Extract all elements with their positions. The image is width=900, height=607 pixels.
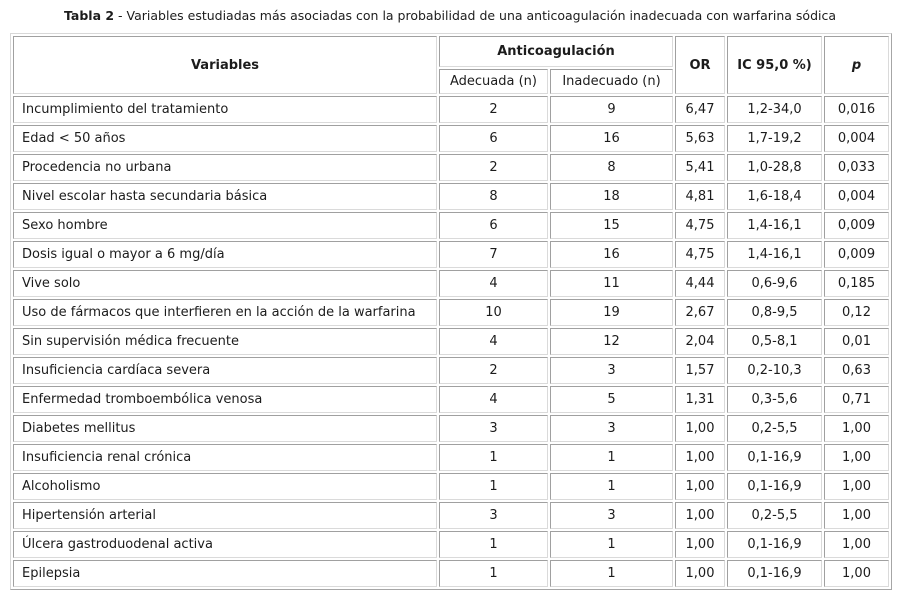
variable-cell: Úlcera gastroduodenal activa <box>13 531 437 558</box>
variable-cell: Insuficiencia cardíaca severa <box>13 357 437 384</box>
ic-cell: 0,1-16,9 <box>727 531 822 558</box>
variable-cell: Epilepsia <box>13 560 437 587</box>
ic-cell: 1,4-16,1 <box>727 212 822 239</box>
variables-table <box>10 33 892 590</box>
table-caption-text: - Variables estudiadas más asociadas con la probabilidad de una anticoagulación inadecuada con warfarina sódica <box>118 8 837 23</box>
ic-cell: 0,2-5,5 <box>727 415 822 442</box>
p-cell: 1,00 <box>824 502 889 529</box>
ic-cell: 0,8-9,5 <box>727 299 822 326</box>
table-row <box>13 212 889 239</box>
adecuada-cell: 1 <box>439 444 548 471</box>
p-cell: 0,009 <box>824 241 889 268</box>
or-cell: 4,75 <box>675 241 725 268</box>
p-cell: 1,00 <box>824 560 889 587</box>
table-row <box>13 560 889 587</box>
adecuada-cell: 4 <box>439 386 548 413</box>
table-row <box>13 473 889 500</box>
ic-cell: 0,5-8,1 <box>727 328 822 355</box>
ic-cell: 0,1-16,9 <box>727 444 822 471</box>
header-variables: Variables <box>13 36 437 94</box>
inadecuado-cell: 11 <box>550 270 673 297</box>
variable-cell: Nivel escolar hasta secundaria básica <box>13 183 437 210</box>
inadecuado-cell: 19 <box>550 299 673 326</box>
or-cell: 1,00 <box>675 444 725 471</box>
table-row <box>13 183 889 210</box>
or-cell: 1,00 <box>675 560 725 587</box>
ic-cell: 0,1-16,9 <box>727 473 822 500</box>
ic-cell: 0,6-9,6 <box>727 270 822 297</box>
header-anticoagulacion: Anticoagulación <box>439 36 673 67</box>
inadecuado-cell: 18 <box>550 183 673 210</box>
table-row <box>13 241 889 268</box>
variable-cell: Incumplimiento del tratamiento <box>13 96 437 123</box>
variable-cell: Vive solo <box>13 270 437 297</box>
p-cell: 0,004 <box>824 183 889 210</box>
variable-cell: Alcoholismo <box>13 473 437 500</box>
or-cell: 5,63 <box>675 125 725 152</box>
adecuada-cell: 2 <box>439 357 548 384</box>
adecuada-cell: 6 <box>439 125 548 152</box>
header-inadecuado: Inadecuado (n) <box>550 69 673 94</box>
variable-cell: Uso de fármacos que interfieren en la acción de la warfarina <box>13 299 437 326</box>
variable-cell: Procedencia no urbana <box>13 154 437 181</box>
inadecuado-cell: 3 <box>550 357 673 384</box>
table-row <box>13 357 889 384</box>
table-row <box>13 444 889 471</box>
variable-cell: Edad < 50 años <box>13 125 437 152</box>
inadecuado-cell: 8 <box>550 154 673 181</box>
ic-cell: 1,4-16,1 <box>727 241 822 268</box>
header-ic-95: IC 95,0 %) <box>727 36 822 94</box>
adecuada-cell: 10 <box>439 299 548 326</box>
p-cell: 1,00 <box>824 415 889 442</box>
header-adecuada: Adecuada (n) <box>439 69 548 94</box>
p-cell: 0,009 <box>824 212 889 239</box>
adecuada-cell: 1 <box>439 531 548 558</box>
or-cell: 4,81 <box>675 183 725 210</box>
variable-cell: Insuficiencia renal crónica <box>13 444 437 471</box>
variable-cell: Dosis igual o mayor a 6 mg/día <box>13 241 437 268</box>
table-row <box>13 531 889 558</box>
variable-cell: Enfermedad tromboembólica venosa <box>13 386 437 413</box>
table-header <box>13 36 889 94</box>
p-cell: 0,033 <box>824 154 889 181</box>
or-cell: 1,57 <box>675 357 725 384</box>
p-cell: 0,016 <box>824 96 889 123</box>
or-cell: 1,00 <box>675 415 725 442</box>
p-cell: 0,004 <box>824 125 889 152</box>
ic-cell: 0,2-5,5 <box>727 502 822 529</box>
table-row <box>13 502 889 529</box>
p-cell: 0,12 <box>824 299 889 326</box>
p-cell: 1,00 <box>824 531 889 558</box>
ic-cell: 1,0-28,8 <box>727 154 822 181</box>
header-p-value: p <box>824 36 889 94</box>
adecuada-cell: 7 <box>439 241 548 268</box>
inadecuado-cell: 1 <box>550 444 673 471</box>
adecuada-cell: 4 <box>439 328 548 355</box>
variable-cell: Diabetes mellitus <box>13 415 437 442</box>
table-row <box>13 96 889 123</box>
ic-cell: 1,6-18,4 <box>727 183 822 210</box>
variable-cell: Sexo hombre <box>13 212 437 239</box>
inadecuado-cell: 16 <box>550 125 673 152</box>
or-cell: 4,44 <box>675 270 725 297</box>
or-cell: 2,67 <box>675 299 725 326</box>
inadecuado-cell: 3 <box>550 415 673 442</box>
table-row <box>13 328 889 355</box>
adecuada-cell: 3 <box>439 415 548 442</box>
adecuada-cell: 1 <box>439 560 548 587</box>
table-body <box>13 96 889 587</box>
ic-cell: 1,2-34,0 <box>727 96 822 123</box>
inadecuado-cell: 5 <box>550 386 673 413</box>
ic-cell: 0,3-5,6 <box>727 386 822 413</box>
ic-cell: 1,7-19,2 <box>727 125 822 152</box>
adecuada-cell: 3 <box>439 502 548 529</box>
header-or: OR <box>675 36 725 94</box>
table-row <box>13 299 889 326</box>
table-row <box>13 386 889 413</box>
or-cell: 1,00 <box>675 531 725 558</box>
adecuada-cell: 8 <box>439 183 548 210</box>
inadecuado-cell: 9 <box>550 96 673 123</box>
p-cell: 1,00 <box>824 473 889 500</box>
or-cell: 6,47 <box>675 96 725 123</box>
inadecuado-cell: 1 <box>550 473 673 500</box>
inadecuado-cell: 1 <box>550 560 673 587</box>
header-row-1 <box>13 36 889 67</box>
adecuada-cell: 1 <box>439 473 548 500</box>
table-row <box>13 125 889 152</box>
adecuada-cell: 2 <box>439 96 548 123</box>
table-row <box>13 154 889 181</box>
or-cell: 2,04 <box>675 328 725 355</box>
inadecuado-cell: 3 <box>550 502 673 529</box>
p-cell: 0,63 <box>824 357 889 384</box>
variable-cell: Hipertensión arterial <box>13 502 437 529</box>
or-cell: 4,75 <box>675 212 725 239</box>
inadecuado-cell: 15 <box>550 212 673 239</box>
table-caption <box>0 8 900 24</box>
p-cell: 0,71 <box>824 386 889 413</box>
p-cell: 0,185 <box>824 270 889 297</box>
or-cell: 1,31 <box>675 386 725 413</box>
table-row <box>13 270 889 297</box>
or-cell: 5,41 <box>675 154 725 181</box>
p-cell: 0,01 <box>824 328 889 355</box>
table-row <box>13 415 889 442</box>
ic-cell: 0,1-16,9 <box>727 560 822 587</box>
inadecuado-cell: 16 <box>550 241 673 268</box>
or-cell: 1,00 <box>675 473 725 500</box>
table-caption-label: Tabla 2 <box>63 8 115 23</box>
ic-cell: 0,2-10,3 <box>727 357 822 384</box>
or-cell: 1,00 <box>675 502 725 529</box>
inadecuado-cell: 1 <box>550 531 673 558</box>
adecuada-cell: 6 <box>439 212 548 239</box>
adecuada-cell: 2 <box>439 154 548 181</box>
p-cell: 1,00 <box>824 444 889 471</box>
inadecuado-cell: 12 <box>550 328 673 355</box>
adecuada-cell: 4 <box>439 270 548 297</box>
variable-cell: Sin supervisión médica frecuente <box>13 328 437 355</box>
